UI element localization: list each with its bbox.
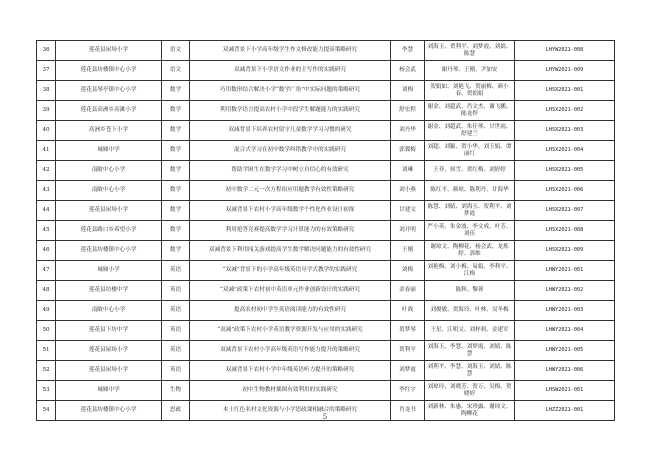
cell-number: 44 <box>37 201 56 221</box>
cell-number: 53 <box>37 381 56 401</box>
cell-leader: 刘开明 <box>391 221 425 241</box>
cell-members: 刘新林、朱惠、宋珍露、谢琼文、陶柳花 <box>425 401 515 421</box>
table-row <box>37 101 615 121</box>
table-row <box>37 181 615 201</box>
cell-project-code: LHSX2021-007 <box>515 201 615 221</box>
cell-leader: 李慧 <box>391 41 425 61</box>
cell-number: 39 <box>37 101 56 121</box>
cell-members: 谢丹琴、王刚、尹加安 <box>425 61 515 81</box>
cell-members: 刘琼玲、刘晓芳、贺万、吴梅、贺晓婷 <box>425 381 515 401</box>
table-row <box>37 241 615 261</box>
cell-school: 莲花县下坊中学 <box>56 321 162 341</box>
cell-project-code: LHSX2021-009 <box>515 241 615 261</box>
cell-project-code: LHWY2021-003 <box>515 301 615 321</box>
cell-number: 43 <box>37 181 56 201</box>
cell-subject: 思政 <box>162 401 190 421</box>
cell-number: 40 <box>37 121 56 141</box>
cell-number: 50 <box>37 321 56 341</box>
cell-project-code: LHYW2021-009 <box>515 61 615 81</box>
cell-leader: 贺梦琴 <box>391 321 425 341</box>
cell-number: 48 <box>37 281 56 301</box>
cell-number: 38 <box>37 81 56 101</box>
cell-number: 46 <box>37 241 56 261</box>
cell-number: 47 <box>37 261 56 281</box>
cell-project-title: 初中数学二元一次方程组应用题教学有效性策略研究 <box>190 181 391 201</box>
table-row <box>37 361 615 381</box>
table-row <box>37 201 615 221</box>
cell-subject: 英语 <box>162 361 190 381</box>
cell-school: 莲花县路口乡希望小学 <box>56 221 162 241</box>
cell-school: 南陂中心小学 <box>56 301 162 321</box>
cell-members: 陈辉、黎蓉 <box>425 281 515 301</box>
cell-project-code: LHSX2021-001 <box>515 81 615 101</box>
cell-project-code: LHSW2021-001 <box>515 381 615 401</box>
cell-subject: 数学 <box>162 121 190 141</box>
cell-leader: 金春丽 <box>391 281 425 301</box>
cell-school: 莲花县琴亭镇中心小学 <box>56 81 162 101</box>
cell-members: 刘艳梅、刘小梅、易娟、李利平、江梅 <box>425 261 515 281</box>
cell-project-code: LHWY2021-002 <box>515 281 615 301</box>
cell-project-code: LHSX2021-006 <box>515 181 615 201</box>
table-row <box>37 121 615 141</box>
cell-leader: 刘小燕 <box>391 181 425 201</box>
cell-leader: 叶战 <box>391 301 425 321</box>
cell-project-code: LHSX2021-003 <box>515 121 615 141</box>
cell-subject: 语文 <box>162 61 190 81</box>
cell-school: 莲花县坊楼镇中心小学 <box>56 241 162 261</box>
cell-subject: 英语 <box>162 341 190 361</box>
cell-number: 52 <box>37 361 56 381</box>
cell-leader: 甘建文 <box>391 201 425 221</box>
cell-subject: 生物 <box>162 381 190 401</box>
cell-subject: 数学 <box>162 241 190 261</box>
cell-members: 严小英、朱金波、李文成、叶芳、刘佳 <box>425 221 515 241</box>
cell-project-code: LHWY2021-005 <box>515 341 615 361</box>
cell-members: 刘海玉、贺利平、刘梦霞、刘婧、陈慧 <box>425 41 515 61</box>
cell-leader: 刘梅 <box>391 261 425 281</box>
cell-project-code: LHWY2021-004 <box>515 321 615 341</box>
cell-project-title: 帮助学困生在数学学习中树立自信心的有效研究 <box>190 161 391 181</box>
table-row <box>37 281 615 301</box>
cell-project-title: 利用数学语言提高农村小学中段学生解题能力的实践研究 <box>190 101 391 121</box>
cell-project-title: 混合式学习在初中数学纠错教学中的实践研究 <box>190 141 391 161</box>
cell-members: 贺娟如、刘艳飞、贺丽梅、颜小春、贺娟娟 <box>425 81 515 101</box>
cell-leader: 贺利平 <box>391 341 425 361</box>
table-row <box>37 221 615 241</box>
cell-project-title: 巧用数形结合解决小学“数学广角”中实际问题的策略研究 <box>190 81 391 101</box>
cell-school: 南陂中心小学 <box>56 181 162 201</box>
cell-members: 谢琼文、陶柳花、杨会武、龙炼婷、郭维 <box>425 241 515 261</box>
table-row <box>37 321 615 341</box>
cell-project-title: 双减背景下小学语文作业的主写作的实践研究 <box>190 61 391 81</box>
cell-number: 45 <box>37 221 56 241</box>
cell-school: 城厢中学 <box>56 381 162 401</box>
research-projects-table <box>36 40 615 421</box>
cell-project-title: “双减”政策下农村初中英语单元作业创新设计的实践研究 <box>190 281 391 301</box>
cell-project-title: 利用抢答竞赛提高数学学习计算能力的有效策略研究 <box>190 221 391 241</box>
cell-leader: 刘琳 <box>391 161 425 181</box>
cell-project-code: LHSX2021-004 <box>515 141 615 161</box>
cell-project-code: LHWY2021-001 <box>515 261 615 281</box>
cell-project-title: 初中生物教材插图有效利用的实践研究 <box>190 381 391 401</box>
cell-project-title: 双减背景下培养农村留守儿童数学学习习惯的研究 <box>190 121 391 141</box>
cell-school: 高洲乡苍下小学 <box>56 121 162 141</box>
cell-members: 刘超、刘颖、贺小华、刘玉娟、谭丽红 <box>425 141 515 161</box>
cell-school: 莲花县坊楼中学 <box>56 281 162 301</box>
table-row <box>37 161 615 181</box>
cell-subject: 数学 <box>162 101 190 121</box>
cell-number: 37 <box>37 61 56 81</box>
table-row <box>37 301 615 321</box>
cell-school: 莲花县屋场小学 <box>56 41 162 61</box>
cell-project-code: LHWY2021-006 <box>515 361 615 381</box>
cell-project-title: “双减”政策下农村小学英语教学资源开发与应用的实践研究 <box>190 321 391 341</box>
cell-number: 54 <box>37 401 56 421</box>
cell-members: 王星、江明文、刘梓莉、金建军 <box>425 321 515 341</box>
table-row <box>37 41 615 61</box>
cell-project-title: 双减背景下小学高年级学生作文修改能力提高策略研究 <box>190 41 391 61</box>
cell-subject: 数学 <box>162 161 190 181</box>
cell-school: 城厢中学 <box>56 141 162 161</box>
cell-project-code: LHSX2021-005 <box>515 161 615 181</box>
cell-members: 刘利平、李慧、刘海玉、刘婧、陈慧 <box>425 361 515 381</box>
table-row <box>37 381 615 401</box>
table-row <box>37 341 615 361</box>
cell-project-title: 双减背景下农村小学高年级数学个性化作业设计初探 <box>190 201 391 221</box>
cell-members: 谢金、刘超武、朱任琴、甘世雨、舒建兰 <box>425 121 515 141</box>
cell-subject: 数学 <box>162 81 190 101</box>
cell-leader: 肖龙书 <box>391 401 425 421</box>
table-row <box>37 81 615 101</box>
cell-school: 莲花县屋场小学 <box>56 341 162 361</box>
cell-school: 莲花县高洲乡高滩小学 <box>56 101 162 121</box>
cell-school: 莲花县屋场小学 <box>56 201 162 221</box>
cell-project-title: 提高农村初中学生英语阅读能力的有效性研究 <box>190 301 391 321</box>
cell-subject: 英语 <box>162 281 190 301</box>
cell-leader: 郭冀梅 <box>391 141 425 161</box>
cell-subject: 英语 <box>162 321 190 341</box>
cell-members: 陈慧、刘婧、刘海玉、贺利平、刘梦霞 <box>425 201 515 221</box>
cell-school: 南陂中心小学 <box>56 161 162 181</box>
cell-project-title: 本土红色名村文化资源与小学思政课相融合的策略研究 <box>190 401 391 421</box>
table-row <box>37 261 615 281</box>
cell-leader: 杨会武 <box>391 61 425 81</box>
cell-school: 莲花县坊楼镇中心小学 <box>56 401 162 421</box>
cell-project-title: 双减背景下农村小学高年级英语写作能力提升的策略研究 <box>190 341 391 361</box>
cell-leader: 王刚 <box>391 241 425 261</box>
cell-subject: 英语 <box>162 261 190 281</box>
cell-members: 陈红平、颜琼、陈利丹、甘海华 <box>425 181 515 201</box>
cell-project-title: “双减”背景下的小学高年级英语导学式教学的实践研究 <box>190 261 391 281</box>
cell-subject: 数学 <box>162 201 190 221</box>
cell-school: 莲花县坊楼镇中心小学 <box>56 61 162 81</box>
cell-leader: 舒宏程 <box>391 101 425 121</box>
cell-subject: 数学 <box>162 141 190 161</box>
cell-project-title: 双减背景下农村小学中年级英语听力提升的策略研究 <box>190 361 391 381</box>
cell-project-title: 双减背景下利用闯关游戏提高学生数学解决问题能力的有效性研究 <box>190 241 391 261</box>
cell-number: 36 <box>37 41 56 61</box>
cell-school: 莲花县屋场小学 <box>56 361 162 381</box>
cell-members: 刘海玉、李慧、刘梦霞、刘婧、陈慧 <box>425 341 515 361</box>
cell-leader: 李红宇 <box>391 381 425 401</box>
cell-number: 49 <box>37 301 56 321</box>
cell-leader: 刘梅 <box>391 81 425 101</box>
cell-school: 城厢小学 <box>56 261 162 281</box>
cell-number: 41 <box>37 141 56 161</box>
cell-number: 51 <box>37 341 56 361</box>
cell-project-code: LHSX2021-002 <box>515 101 615 121</box>
cell-members: 刘俊敏、贺海玲、叶林、吴冬梅 <box>425 301 515 321</box>
cell-subject: 数学 <box>162 181 190 201</box>
table-row <box>37 141 615 161</box>
cell-project-code: LHYW2021-008 <box>515 41 615 61</box>
cell-subject: 英语 <box>162 301 190 321</box>
table-body <box>37 41 615 421</box>
cell-subject: 数学 <box>162 221 190 241</box>
cell-leader: 刘梦霞 <box>391 361 425 381</box>
cell-leader: 刘丹华 <box>391 121 425 141</box>
cell-members: 谢金、刘超武、肖文杰、谢飞鹏、陈龙焊 <box>425 101 515 121</box>
cell-number: 42 <box>37 161 56 181</box>
cell-subject: 语文 <box>162 41 190 61</box>
cell-project-code: LHSX2021-008 <box>515 221 615 241</box>
cell-project-code: LHZZ2021-001 <box>515 401 615 421</box>
cell-members: 王菲、侯雪、贺红梅、刘婷婷 <box>425 161 515 181</box>
table-row <box>37 61 615 81</box>
page-number: 5 <box>322 413 328 421</box>
